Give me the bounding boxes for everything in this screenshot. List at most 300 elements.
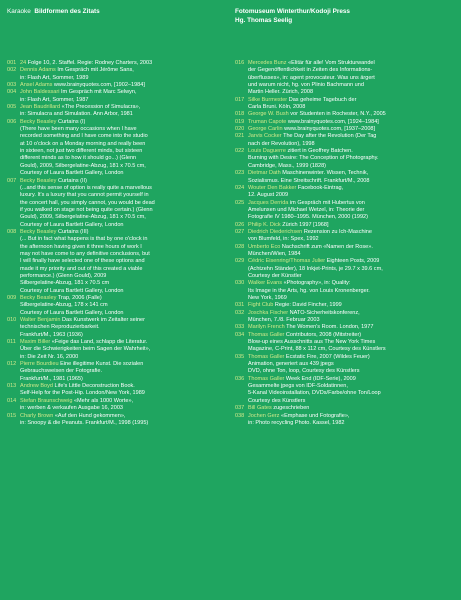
citation-line bbox=[248, 420, 453, 427]
citation-line bbox=[248, 148, 453, 155]
citation-line bbox=[248, 346, 453, 353]
citation-author: Andrew Boyd bbox=[20, 383, 53, 390]
citation-list-right bbox=[235, 60, 453, 427]
citation-line bbox=[20, 163, 225, 170]
citation-body bbox=[248, 332, 453, 354]
citation-entry bbox=[7, 398, 225, 413]
citation-line bbox=[248, 280, 453, 287]
citation-line bbox=[20, 280, 225, 287]
citation-line bbox=[20, 97, 225, 104]
citation-number: 025 bbox=[235, 199, 245, 206]
citation-text: Courtesy des Künstlers bbox=[248, 397, 306, 404]
citation-text: (...and this sense of option is really quite a marvellous bbox=[20, 184, 152, 191]
citation-text: Trap, 2006 (Falle) bbox=[57, 295, 102, 301]
citation-entry bbox=[7, 178, 225, 229]
citation-line bbox=[248, 126, 453, 133]
citation-line bbox=[20, 354, 225, 361]
citation-text: Frankfurt/M., 1981 (1965) bbox=[20, 375, 83, 382]
citation-body bbox=[248, 376, 453, 405]
citation-entry bbox=[235, 111, 453, 118]
citation-line bbox=[20, 207, 225, 214]
citation-text: Fotografie IV 1980–1995. München, 2000 (1992) bbox=[248, 214, 368, 221]
citation-text: Regie: David Fincher, 1999 bbox=[274, 302, 342, 309]
citation-entry bbox=[235, 332, 453, 354]
citation-author: Becky Beasley bbox=[20, 295, 57, 301]
citation-entry bbox=[235, 200, 453, 222]
citation-text: der Gegenöffentlichkeit in Zeiten des Informations- bbox=[248, 67, 373, 74]
citation-entry bbox=[235, 148, 453, 170]
citation-line bbox=[20, 273, 225, 280]
citation-line bbox=[248, 273, 453, 280]
citation-entry bbox=[235, 413, 453, 428]
citation-author: 24 bbox=[20, 60, 27, 66]
citation-line bbox=[248, 332, 453, 339]
citation-line bbox=[20, 413, 225, 420]
citation-line bbox=[20, 324, 225, 331]
citation-body bbox=[20, 229, 225, 295]
citation-text: Carla Bruni. Köln, 2008 bbox=[248, 104, 306, 111]
citation-text: Self-Help for the Post-Hip. London/New York, 1989 bbox=[20, 390, 145, 397]
citation-text: 5-Kanal Videoinstallation, DVDs/Farbe/ohne Ton/Loop bbox=[248, 390, 381, 397]
citation-text: New York, 1969 bbox=[248, 295, 287, 301]
citation-text: technischen Reproduzierbarkeit. bbox=[20, 324, 100, 331]
citation-line bbox=[248, 266, 453, 273]
citation-text: the afternoon having given it three hours of work I bbox=[20, 243, 142, 250]
citation-text: in: Die Zeit Nr. 16, 2000 bbox=[20, 353, 79, 360]
citation-text: in: Photo recycling Photo. Kassel, 1982 bbox=[248, 419, 345, 426]
citation-author: Stefan Braunschweig bbox=[20, 397, 73, 404]
citation-number: 031 bbox=[235, 302, 245, 309]
citation-line bbox=[248, 60, 453, 67]
citation-line bbox=[248, 111, 453, 118]
citation-line bbox=[20, 405, 225, 412]
citation-number: 021 bbox=[235, 133, 245, 140]
citation-text: zitiert in Geoffrey Batchen. bbox=[287, 148, 353, 155]
citation-entry bbox=[7, 60, 225, 67]
citation-body bbox=[20, 413, 225, 428]
citation-author: Walter Benjamin bbox=[20, 317, 61, 324]
citation-author: Thomas Galler bbox=[248, 331, 285, 338]
citation-text: Courtesy of Laura Bartlett Gallery, London bbox=[20, 287, 124, 294]
citation-text: Eighteen Posts, 2009 bbox=[326, 258, 380, 265]
citation-line bbox=[20, 383, 225, 390]
citation-line bbox=[248, 324, 453, 331]
citation-line bbox=[20, 89, 225, 96]
citation-author: Truman Capote bbox=[248, 118, 287, 125]
citation-line bbox=[20, 376, 225, 383]
citation-text: Das Kunstwerk im Zeitalter seiner bbox=[62, 317, 145, 324]
citation-text: Curtains (I) bbox=[57, 118, 86, 125]
citation-line bbox=[20, 368, 225, 375]
citation-entry bbox=[235, 376, 453, 405]
citation-author: Dietmar Dath bbox=[248, 170, 281, 177]
citation-entry bbox=[235, 354, 453, 376]
citation-text: Martin Heller. Zürich, 2008 bbox=[248, 89, 314, 96]
citation-number: 038 bbox=[235, 412, 245, 419]
citation-text: Folge 10, 2. Staffel. Regie: Rodney Charters, 2003 bbox=[27, 60, 153, 66]
citation-line bbox=[248, 178, 453, 185]
citation-line bbox=[20, 302, 225, 309]
citation-line bbox=[248, 104, 453, 111]
citation-author: Jochen Gerz bbox=[248, 412, 280, 419]
citation-text: Week End (IDF-Serie), 2009 bbox=[285, 375, 356, 382]
citation-line bbox=[248, 390, 453, 397]
header-prefix: Karaoke bbox=[7, 8, 31, 15]
citation-body bbox=[248, 119, 453, 126]
citation-author: Umberto Eco bbox=[248, 243, 281, 250]
citation-body bbox=[248, 413, 453, 428]
citation-line bbox=[20, 398, 225, 405]
citation-text: (... But in fact what happens is that by one o'clock in bbox=[20, 236, 148, 243]
citation-line bbox=[248, 185, 453, 192]
citation-text: www.brainyquotes.com, [1902–1984] bbox=[53, 82, 145, 89]
citation-line bbox=[248, 413, 453, 420]
citation-line bbox=[20, 420, 225, 427]
citation-text: Im Gespräch mit Jérôme Sans, bbox=[57, 67, 134, 74]
page-header-right bbox=[235, 7, 350, 25]
citation-text: Gebrauchsweisen der Fotografie. bbox=[20, 368, 103, 375]
citation-text: Gesammelte jpegs von IDF-Soldatinnen, bbox=[248, 383, 348, 390]
citation-body bbox=[248, 405, 453, 412]
citation-author: Becky Beasley bbox=[20, 228, 57, 235]
citation-line bbox=[20, 67, 225, 74]
citation-line bbox=[248, 207, 453, 214]
citation-entry bbox=[7, 89, 225, 104]
citation-text: Curtains (III) bbox=[57, 228, 89, 235]
citation-number: 028 bbox=[235, 243, 245, 250]
citation-text: may not have come to any definitive conclusions, but bbox=[20, 250, 150, 257]
citation-text: «Feige das Land, schlapp die Literatur. bbox=[51, 339, 148, 346]
citation-number: 011 bbox=[7, 339, 16, 346]
citation-number: 004 bbox=[7, 89, 17, 96]
citation-author: Maxim Biller bbox=[20, 339, 51, 346]
citation-author: Pierre Bourdieu bbox=[20, 361, 59, 368]
citation-text: Blow-up eines Ausschnitts aus The New York Times bbox=[248, 339, 376, 346]
citation-entry bbox=[7, 104, 225, 119]
citation-text: Sozialismus. Eine Streitschrift. Frankfurt/M., 2008 bbox=[248, 177, 370, 184]
citation-text: in: Flash Art, Sommer, 1989 bbox=[20, 74, 89, 81]
citation-body bbox=[248, 258, 453, 280]
citation-body bbox=[248, 97, 453, 112]
citation-text: in: werben & verkaufen Ausgabe 16, 2003 bbox=[20, 405, 123, 412]
citation-entry bbox=[235, 258, 453, 280]
citation-number: 033 bbox=[235, 324, 245, 331]
citation-text: Burning with Desire: The Conception of Photography. bbox=[248, 155, 379, 162]
citation-entry bbox=[7, 229, 225, 295]
citation-body bbox=[248, 280, 453, 302]
citation-text: überflusses», in: agent provocateur. Was uns ärgert bbox=[248, 74, 375, 81]
citation-entry bbox=[7, 119, 225, 178]
citation-line bbox=[20, 170, 225, 177]
citation-body bbox=[248, 148, 453, 170]
citation-line bbox=[248, 119, 453, 126]
citation-line bbox=[248, 155, 453, 162]
citation-text: in: Snoopy & die Peanuts. Frankfurt/M., 1998 (1995) bbox=[20, 419, 149, 426]
citation-line bbox=[248, 75, 453, 82]
citation-text: I will finally have selected one of these options and bbox=[20, 258, 145, 265]
citation-text: «Emphase und Fotografie», bbox=[281, 412, 350, 419]
citation-line bbox=[248, 67, 453, 74]
citation-author: Mercedes Bunz bbox=[248, 60, 287, 66]
citation-author: Philip K. Dick bbox=[248, 221, 281, 228]
citation-line bbox=[248, 361, 453, 368]
citation-line bbox=[248, 376, 453, 383]
citation-line bbox=[248, 302, 453, 309]
citation-text: Facebook-Eintrag, bbox=[297, 184, 344, 191]
citation-line bbox=[248, 244, 453, 251]
citation-text: Courtesy of Laura Bartlett Gallery, London bbox=[20, 221, 124, 228]
citation-author: Silke Burmester bbox=[248, 96, 288, 103]
citation-number: 014 bbox=[7, 397, 17, 404]
citation-text: vor Studenten in Rochester, N.Y., 2005 bbox=[290, 111, 386, 118]
citation-body bbox=[248, 200, 453, 222]
citation-text: www.brainyquotes.com, [1924–1984] bbox=[287, 118, 379, 125]
citation-entry bbox=[235, 119, 453, 126]
citation-body bbox=[20, 82, 225, 89]
citation-number: 005 bbox=[7, 104, 17, 111]
citation-body bbox=[20, 383, 225, 398]
citation-line bbox=[20, 244, 225, 251]
citation-line bbox=[20, 346, 225, 353]
citation-text: von Blumfeld, in: Spex, 1992 bbox=[248, 236, 319, 243]
citation-entry bbox=[235, 185, 453, 200]
citation-body bbox=[20, 60, 225, 67]
citation-line bbox=[20, 317, 225, 324]
citation-line bbox=[20, 141, 225, 148]
citation-text: DVD, ohne Ton, loop, Courtesy des Künstlers bbox=[248, 368, 360, 375]
citation-number: 001 bbox=[7, 60, 17, 66]
citation-text: München, 7./8. Februar 2003 bbox=[248, 317, 320, 324]
citation-text: Amelunxen und Michael Wetzel, in: Theorie der bbox=[248, 206, 365, 213]
citation-author: George Carlin bbox=[248, 126, 283, 133]
citation-line bbox=[20, 310, 225, 317]
citation-line bbox=[248, 133, 453, 140]
citation-text: in sixteen, not just two different minds, but sixteen bbox=[20, 148, 143, 155]
citation-line bbox=[248, 222, 453, 229]
citation-text: (Achtzehn Ständer), 18 Inkjet-Prints, je 29.7 x 39.6 cm, bbox=[248, 265, 383, 272]
citation-line bbox=[248, 192, 453, 199]
citation-entry bbox=[235, 310, 453, 325]
citation-line bbox=[248, 97, 453, 104]
citation-author: Dennis Adams bbox=[20, 67, 56, 74]
citation-number: 027 bbox=[235, 228, 245, 235]
citation-text: «Auf den Hund gekommen», bbox=[54, 412, 126, 419]
citation-number: 037 bbox=[235, 405, 245, 412]
citation-body bbox=[248, 133, 453, 148]
citation-author: Diedrich Diederichsen bbox=[248, 228, 303, 235]
citation-text: The Day after the Revolution (Der Tag bbox=[283, 133, 377, 140]
citation-line bbox=[248, 310, 453, 317]
citation-text: Animation, generiert aus 439 jpegs bbox=[248, 361, 334, 368]
citation-line bbox=[20, 251, 225, 258]
citation-text: Zürich 1997 [1968] bbox=[282, 221, 329, 228]
citation-author: George W. Bush bbox=[248, 111, 289, 118]
citation-text: www.brainyquotes.com, [1937–2008] bbox=[284, 126, 376, 133]
citation-line bbox=[20, 295, 225, 302]
citation-line bbox=[20, 288, 225, 295]
citation-number: 022 bbox=[235, 148, 245, 155]
citation-body bbox=[248, 222, 453, 229]
citation-text: luxury. It's a luxury that you cannot permit yourself in bbox=[20, 192, 149, 199]
citation-number: 018 bbox=[235, 111, 245, 118]
citation-body bbox=[20, 67, 225, 82]
citation-number: 030 bbox=[235, 280, 245, 287]
citation-text: if you walked on stage not being quite certain.) (Glenn bbox=[20, 206, 153, 213]
citation-text: Life's Little Deconstruction Book. bbox=[54, 383, 135, 390]
citation-line bbox=[20, 390, 225, 397]
citation-number: 023 bbox=[235, 170, 245, 177]
citation-body bbox=[248, 111, 453, 118]
citation-body bbox=[248, 310, 453, 325]
citation-body bbox=[248, 185, 453, 200]
citation-number: 026 bbox=[235, 221, 245, 228]
citation-text: Curtains (II) bbox=[57, 177, 87, 184]
citation-author: Wouter Den Bakker bbox=[248, 184, 297, 191]
citation-author: Louis Daguerre bbox=[248, 148, 286, 155]
citation-text: Eine illegitime Kunst. Die sozialen bbox=[60, 361, 144, 368]
citation-line bbox=[20, 200, 225, 207]
citation-body bbox=[248, 229, 453, 244]
citation-body bbox=[20, 339, 225, 361]
citation-text: in: Simulacra and Simulation. Ann Arbor, 1981 bbox=[20, 111, 133, 118]
citation-number: 013 bbox=[7, 383, 17, 390]
citation-line bbox=[20, 185, 225, 192]
citation-line bbox=[20, 258, 225, 265]
citation-body bbox=[248, 170, 453, 185]
citation-text: Courtesy of Laura Bartlett Gallery, London bbox=[20, 309, 124, 316]
citation-author: Thomas Galler bbox=[248, 353, 285, 360]
citation-entry bbox=[235, 126, 453, 133]
citation-text: The Women's Room. London, 1977 bbox=[286, 324, 374, 331]
citation-text: at 10 o'clock on a Monday morning and really been bbox=[20, 140, 146, 147]
citation-line bbox=[248, 317, 453, 324]
citation-entry bbox=[7, 413, 225, 428]
citation-text: Im Gespräch mit Marc Selwyn, bbox=[61, 89, 137, 96]
citation-line bbox=[20, 119, 225, 126]
citation-number: 008 bbox=[7, 228, 17, 235]
citation-line bbox=[20, 148, 225, 155]
citation-entry bbox=[235, 133, 453, 148]
citation-entry bbox=[7, 361, 225, 383]
citation-body bbox=[20, 89, 225, 104]
citation-number: 032 bbox=[235, 309, 245, 316]
citation-text: (There have been many occasions when I have bbox=[20, 126, 137, 133]
citation-author: Fight Club bbox=[248, 302, 274, 309]
citation-text: NATO-Sicherheitskonferenz, bbox=[289, 309, 360, 316]
citation-line bbox=[20, 192, 225, 199]
citation-number: 012 bbox=[7, 361, 17, 368]
citation-line bbox=[248, 383, 453, 390]
citation-line bbox=[20, 133, 225, 140]
header-publisher: Fotomuseum Winterthur/Kodoji Press bbox=[235, 8, 350, 15]
citation-text: Gould), 2009, Silbergelatine-Abzug, 181 x 70.5 cm, bbox=[20, 162, 146, 169]
citation-line bbox=[20, 75, 225, 82]
citation-author: Walker Evans bbox=[248, 280, 283, 287]
citation-author: Marilyn French bbox=[248, 324, 285, 331]
citation-entry bbox=[235, 97, 453, 112]
citation-body bbox=[248, 60, 453, 97]
citation-body bbox=[20, 317, 225, 339]
citation-number: 002 bbox=[7, 67, 17, 74]
citation-number: 020 bbox=[235, 126, 245, 133]
citation-number: 006 bbox=[7, 118, 17, 125]
citation-line bbox=[248, 170, 453, 177]
citation-author: Cédric Eisenring/Thomas Julier bbox=[248, 258, 326, 265]
citation-number: 003 bbox=[7, 82, 17, 89]
citation-text: Über die Schwierigkeiten beim Sagen der Wahrheit», bbox=[20, 346, 151, 353]
citation-text: Rezension zu Ich-Maschine bbox=[303, 228, 372, 235]
citation-author: Becky Beasley bbox=[20, 177, 57, 184]
citation-line bbox=[248, 339, 453, 346]
citation-number: 024 bbox=[235, 184, 245, 191]
citation-author: Joschka Fischer bbox=[248, 309, 289, 316]
citation-entry bbox=[235, 280, 453, 302]
citation-line bbox=[20, 214, 225, 221]
citation-line bbox=[20, 229, 225, 236]
citation-text: «Photography», in: Quality: bbox=[283, 280, 351, 287]
citation-number: 007 bbox=[7, 177, 17, 184]
citation-line bbox=[20, 178, 225, 185]
citation-text: Contributors, 2008 (Mitstreiter) bbox=[285, 331, 362, 338]
citation-line bbox=[20, 60, 225, 67]
page-header-left bbox=[7, 7, 100, 16]
citation-text: Das geheime Tagebuch der bbox=[288, 96, 357, 103]
citation-entry bbox=[235, 302, 453, 309]
citation-author: Jean Baudrillard bbox=[20, 104, 61, 111]
citation-text: im Gespräch mit Hubertus von bbox=[289, 199, 365, 206]
citation-number: 010 bbox=[7, 317, 17, 324]
citation-entry bbox=[7, 317, 225, 339]
citation-text: recorded something and I have come into the studio bbox=[20, 133, 148, 140]
citation-text: München/Wien, 1984 bbox=[248, 250, 301, 257]
citation-line bbox=[248, 398, 453, 405]
citation-author: Ansel Adams bbox=[20, 82, 53, 89]
citation-text: zugeschrieben bbox=[273, 405, 310, 412]
citation-text: nach der Revolution), 1998 bbox=[248, 140, 315, 147]
citation-text: «Elitär für alle! Vom Strukturwandel bbox=[288, 60, 375, 66]
citation-entry bbox=[7, 295, 225, 317]
citation-body bbox=[248, 126, 453, 133]
citation-line bbox=[20, 222, 225, 229]
citation-text: Ecstatic Fire, 2007 (Wildes Feuer) bbox=[285, 353, 370, 360]
citation-body bbox=[20, 119, 225, 178]
citation-text: Nachschrift zum «Namen der Rose». bbox=[281, 243, 373, 250]
citation-line bbox=[20, 155, 225, 162]
citation-number: 017 bbox=[235, 96, 245, 103]
header-title: Bildformen des Zitats bbox=[34, 8, 100, 15]
citation-text: made it my priority and out of this created a viable bbox=[20, 265, 143, 272]
citation-entry bbox=[235, 170, 453, 185]
citation-number: 036 bbox=[235, 375, 245, 382]
citation-text: «The Precession of Simulacra», bbox=[61, 104, 141, 111]
citation-line bbox=[20, 82, 225, 89]
citation-text: performance.) (Glenn Gould), 2009 bbox=[20, 272, 107, 279]
citation-text: Magazine, C-Print, 88 x 112 cm, Courtesy des Künstlers bbox=[248, 346, 386, 353]
citation-author: Jacques Derrida bbox=[248, 199, 289, 206]
citation-line bbox=[20, 236, 225, 243]
citation-text: und warum nicht, hg. von Plinio Bachmann und bbox=[248, 82, 364, 89]
citation-text: the concert hall, you simply cannot, you would be dead bbox=[20, 199, 155, 206]
citation-line bbox=[248, 163, 453, 170]
citation-number: 035 bbox=[235, 353, 245, 360]
citation-line bbox=[248, 354, 453, 361]
citation-author: Thomas Galler bbox=[248, 375, 285, 382]
citation-line bbox=[20, 332, 225, 339]
citation-text: in: Flash Art, Sommer, 1987 bbox=[20, 96, 89, 103]
citation-entry bbox=[235, 222, 453, 229]
citation-text: «Mehr als 1000 Worte», bbox=[73, 397, 134, 404]
citation-line bbox=[248, 200, 453, 207]
